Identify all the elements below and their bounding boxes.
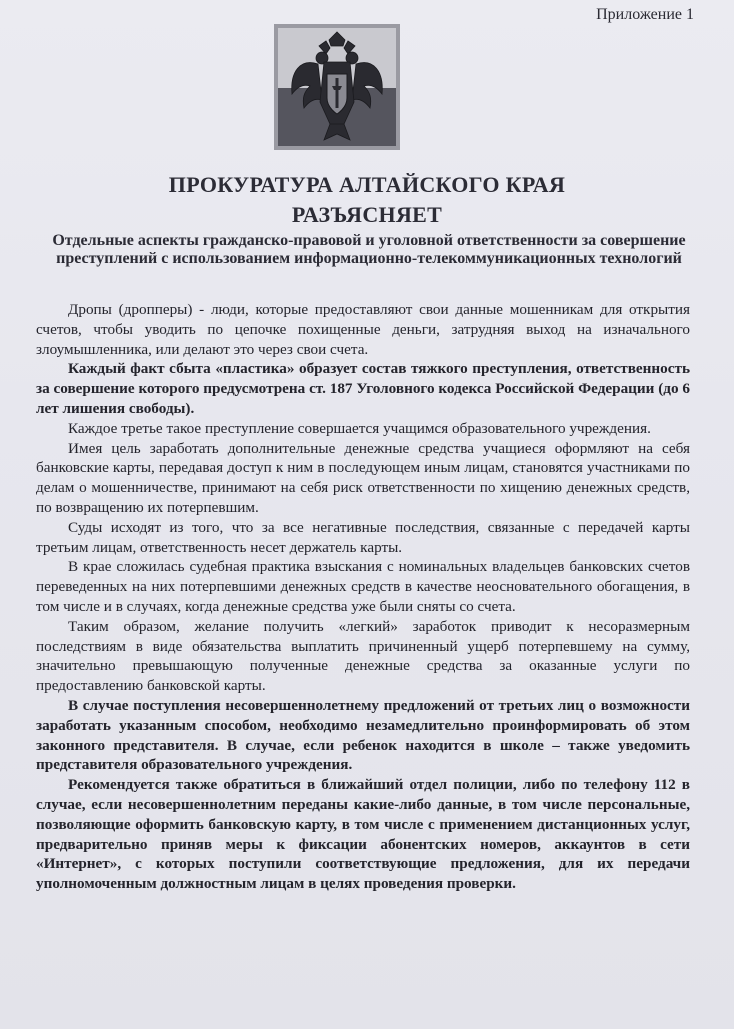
document-subtitle: Отдельные аспекты гражданско-правовой и уголовной ответственности за совершение преступлений с использованием информационно-телекоммуникационных технологий	[52, 232, 686, 267]
annex-label: Приложение 1	[596, 6, 694, 23]
paragraph-3: Каждое третье такое преступление совершается учащимся образовательного учреждения.	[68, 419, 651, 437]
paragraph-8: В случае поступления несовершеннолетнему предложений от третьих лиц о возможности заработать указанным способом, необходимо незамедлительно проинформировать об этом законного представителя. В случае, если ребенок находится в школе – также уведомить представителя образовательного учреждения.	[36, 696, 690, 774]
paragraph-9: Рекомендуется также обратиться в ближайший отдел полиции, либо по телефону 112 в случае, если несовершеннолетним переданы какие-либо данные, в том числе персональные, позволяющие оформить банковскую карту, в том числе с применением дистанционных услуг, предварительно приняв меры к фиксации абонентских номеров, аккаунтов в сети «Интернет», с которых поступили соответствующие предложения, для их передачи уполномоченным должностным лицам в целях проведения проверки.	[36, 776, 690, 893]
paragraph-6: В крае сложилась судебная практика взыскания с номинальных владельцев банковских счетов переведенных на них потерпевшими денежных средств в качестве неосновательного обогащения, в том числе и в случаях, когда денежные средства уже были сняты со счета.	[36, 558, 690, 615]
paragraph-7: Таким образом, желание получить «легкий» заработок приводит к несоразмерным последствиям в виде обязательства выплатить причиненный ущерб потерпевшему на сумму, значительно превышающую полученные денежные средства за оказанные услуги по предоставлению банковской карты.	[36, 617, 690, 695]
paragraph-5: Суды исходят из того, что за все негативные последствия, связанные с передачей карты третьим лицам, ответственность несет держатель карты.	[36, 518, 690, 556]
title-line-1: ПРОКУРАТУРА АЛТАЙСКОГО КРАЯ	[168, 172, 566, 197]
paragraph-1: Дропы (дропперы) - люди, которые предоставляют свои данные мошенникам для открытия счетов, чтобы уводить по цепочке похищенные деньги, затрудняя выход на изначального злоумышленника, или делают это через свои счета.	[36, 301, 690, 358]
prosecutor-emblem-icon	[274, 24, 400, 150]
paragraph-2: Каждый факт сбыта «пластика» образует состав тяжкого преступления, ответственность за совершение которого предусмотрена ст. 187 Уголовного кодекса Российской Федерации (до 6 лет лишения свободы).	[36, 360, 690, 417]
page-title	[0, 170, 734, 230]
paragraph-4: Имея цель заработать дополнительные денежные средства учащиеся оформляют на себя банковские карты, передавая доступ к ним в последующем иным лицам, становятся участниками по делам о мошенничестве, принимают на себя риск ответственности по хищению денежных средств, по возвращению их потерпевшим.	[36, 439, 690, 516]
title-line-2: РАЗЪЯСНЯЕТ	[291, 202, 443, 227]
document-body	[36, 300, 690, 894]
